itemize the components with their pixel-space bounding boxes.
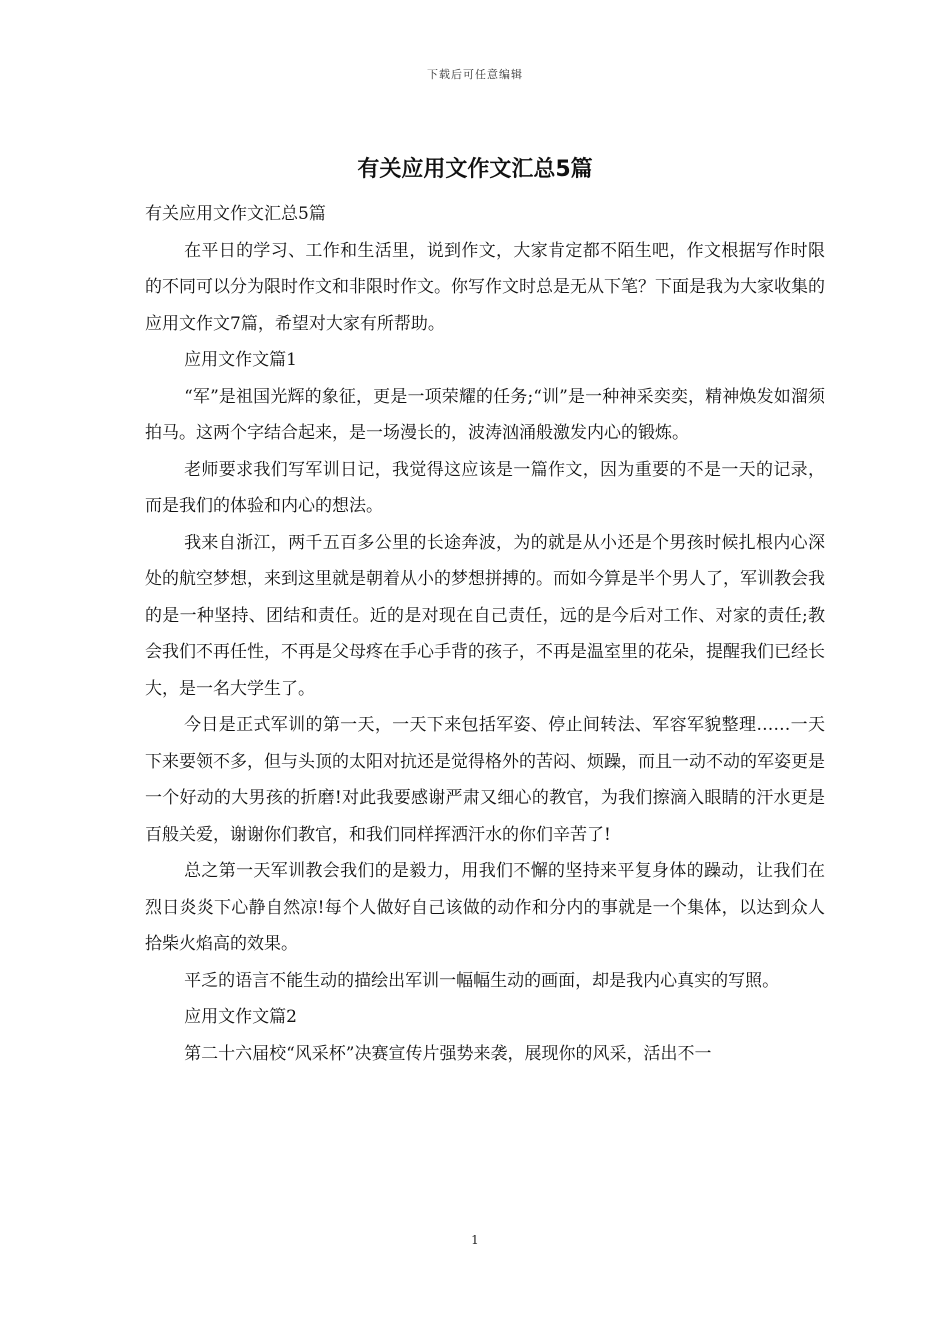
paragraph: 平乏的语言不能生动的描绘出军训一幅幅生动的画面，却是我内心真实的写照。	[184, 970, 780, 991]
paragraph: 第二十六届校“风采杯”决赛宣传片强势来袭，展现你的风采，活出不一	[184, 1043, 712, 1064]
document-body	[145, 196, 825, 1072]
paragraph-intro: 在平日的学习、工作和生活里，说到作文，大家肯定都不陌生吧，作文根据写作时限的不同可以分为限时作文和非限时作文。你写作文时总是无从下笔？下面是我为大家收集的应用文作文7篇，希望对大家有所帮助。	[145, 240, 825, 334]
paragraph: 我来自浙江，两千五百多公里的长途奔波，为的就是从小还是个男孩时候扎根内心深处的航空梦想，来到这里就是朝着从小的梦想拼搏的。而如今算是半个男人了，军训教会我的是一种坚持、团结和责任。近的是对现在自己责任，远的是今后对工作、对家的责任;教会我们不再任性，不再是父母疼在手心手背的孩子，不再是温室里的花朵，提醒我们已经长大，是一名大学生了。	[145, 532, 825, 699]
section-heading-2: 应用文作文篇2	[184, 1007, 297, 1027]
section-heading-1: 应用文作文篇1	[184, 350, 297, 370]
page-number: 1	[471, 1233, 479, 1247]
paragraph: 今日是正式军训的第一天，一天下来包括军姿、停止间转法、军容军貌整理……一天下来要领不多，但与头顶的太阳对抗还是觉得格外的苦闷、烦躁，而且一动不动的军姿更是一个好动的大男孩的折磨!对此我要感谢严肃又细心的教官，为我们擦滴入眼睛的汗水更是百般关爱，谢谢你们教官，和我们同样挥洒汗水的你们辛苦了!	[145, 715, 825, 845]
paragraph: “军”是祖国光辉的象征，更是一项荣耀的任务;“训”是一种神采奕奕，精神焕发如溜须拍马。这两个字结合起来，是一场漫长的，波涛汹涌般激发内心的锻炼。	[145, 386, 825, 443]
document-subtitle: 有关应用文作文汇总5篇	[145, 204, 326, 224]
paragraph: 老师要求我们写军训日记，我觉得这应该是一篇作文，因为重要的不是一天的记录，而是我们的体验和内心的想法。	[145, 459, 825, 516]
page-header: 下载后可任意编辑	[427, 68, 523, 81]
document-title: 有关应用文作文汇总5篇	[357, 157, 593, 182]
paragraph: 总之第一天军训教会我们的是毅力，用我们不懈的坚持来平复身体的躁动，让我们在烈日炎炎下心静自然凉!每个人做好自己该做的动作和分内的事就是一个集体，以达到众人拾柴火焰高的效果。	[145, 861, 825, 954]
